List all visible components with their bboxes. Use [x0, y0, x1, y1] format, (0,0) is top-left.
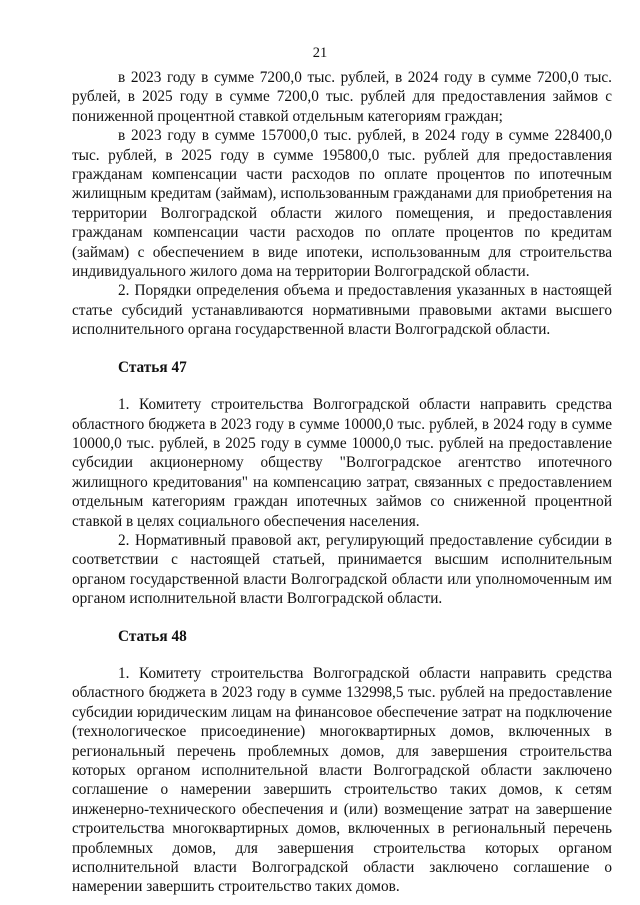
article-47-heading: Статья 47 — [118, 358, 187, 376]
article-47-paragraph-2: 2. Нормативный правовой акт, регулирующий предоставление субсидии в соответствии с настоящей статьей, принимается высшим исполнительным органом государственной власти Волгоградской области или уполномоченным им органом исполнительной власти Волгоградской области. — [72, 531, 612, 608]
spacer — [72, 340, 612, 358]
paragraph-mortgage-compensation: в 2023 году в сумме 157000,0 тыс. рублей, в 2024 году в сумме 228400,0 тыс. рублей, в 2025 году в сумме 195800,0 тыс. рублей для предоставления гражданам компенсации части расходов по оплате процентов по ипотечным жилищным кредитам (займам), использованным гражданами для приобретения на территории Волгоградской области жилого помещения, и предоставления гражданам компенсации части расходов по оплате процентов по кредитам (займам) с обеспечением в виде ипотеки, использованным для строительства индивидуального жилого дома на территории Волгоградской области. — [72, 127, 612, 281]
paragraph-2023-loans: в 2023 году в сумме 7200,0 тыс. рублей, в 2024 году в сумме 7200,0 тыс. рублей, в 2025 году в сумме 7200,0 тыс. рублей для предоставления займов с пониженной процентной ставкой отдельным категориям граждан; — [72, 69, 612, 125]
spacer — [72, 646, 612, 664]
article-47-paragraph-1: 1. Комитету строительства Волгоградской области направить средства областного бюджета в 2023 году в сумме 10000,0 тыс. рублей, в 2024 году в сумме 10000,0 тыс. рублей, в 2025 году в сумме 10000,0 тыс. рублей на предоставление субсидии акционерному обществу "Волгоградское агентство ипотечного жилищного кредитования" на компенсацию затрат, связанных с предоставлением отдельным категориям граждан ипотечных займов со сниженной процентной ставкой в целях социального обеспечения населения. — [72, 396, 612, 530]
article-48-heading: Статья 48 — [118, 627, 187, 645]
page-number: 21 — [312, 45, 328, 61]
paragraph-subsidy-procedure: 2. Порядки определения объема и предоставления указанных в настоящей статье субсидий устанавливаются нормативными правовыми актами высшего исполнительного органа государственной власти Волгоградской области. — [72, 282, 612, 339]
spacer — [72, 377, 612, 395]
spacer — [72, 609, 612, 627]
document-body — [72, 68, 612, 897]
article-48-paragraph-1: 1. Комитету строительства Волгоградской области направить средства областного бюджета в 2023 году в сумме 132998,5 тыс. рублей на предоставление субсидии юридическим лицам на финансовое обеспечение затрат на подключение (технологическое присоединение) многоквартирных домов, включенных в региональный перечень проблемных домов, для завершения строительства которых органом исполнительной власти Волгоградской области заключено соглашение о намерении завершить строительство таких домов, к сетям инженерно-технического обеспечения и (или) возмещение затрат на завершение строительства многоквартирных домов, включенных в региональный перечень проблемных домов, для завершения строительства которых органом исполнительной власти Волгоградской области заключено соглашение о намерении завершить строительство таких домов. — [72, 664, 612, 896]
